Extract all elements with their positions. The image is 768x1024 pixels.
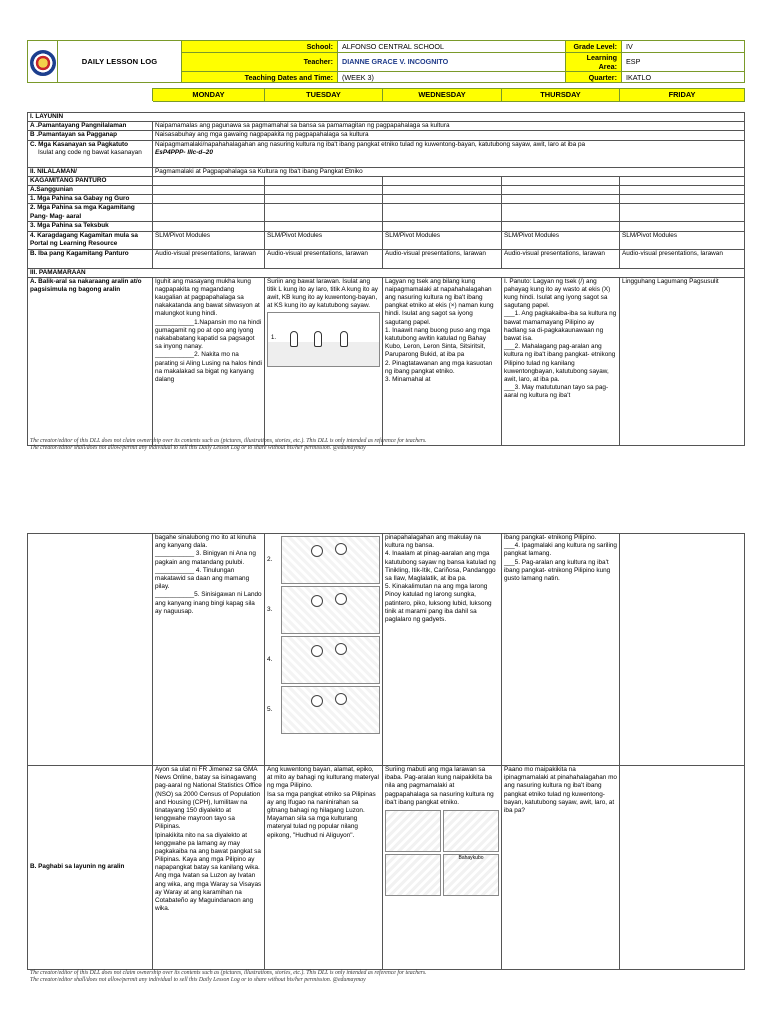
- rb-friday: Audio-visual presentations, larawan: [620, 249, 745, 268]
- header-table: [27, 40, 745, 83]
- tuesday-a-cell: [265, 277, 383, 445]
- singing-child-image: [281, 686, 380, 734]
- row-b-label: B .Pamantayan sa Pagganap: [28, 131, 153, 140]
- row-c-sub: Isulat ang code ng bawat kasanayan: [38, 148, 142, 156]
- picture-3: 3.: [267, 586, 380, 634]
- row-ra-label: A. Balik-aral sa nakaraang aralin at/o pagsisimula ng bagong aralin: [28, 277, 153, 445]
- picture-5: 5.: [267, 686, 380, 734]
- dancing-couple-image: [281, 536, 380, 584]
- row-kag-label: KAGAMITANG PANTURO: [28, 176, 153, 185]
- r4-friday: SLM/Pivot Modules: [620, 231, 745, 249]
- page-2: [0, 500, 768, 1024]
- row-r2-label: 2. Mga Pahina sa mga Kagamitang Pang- Mag- aaral: [28, 204, 153, 222]
- row-a-label: A .Pamantayang Pangnilalaman: [28, 122, 153, 131]
- wednesday-a-cont: pinapahalagahan ang makulay na kultura ng bansa. 4. Inaalam at pinag-aaralan ang mga katutubong sayaw ng bansa katulad ng Tinikling, Itik-Itik, Cariñosa, Pandanggo sa Ilaw, Maglalatik, at iba pa. 5. Kinakalimutan na ang mga larong Pinoy katulad ng larong sungka, patintero, piko, luksong lubid, luksong tinik at marami pang iba dahil sa paglalaro ng gadyets.: [383, 534, 502, 766]
- r4-tuesday: SLM/Pivot Modules: [265, 231, 383, 249]
- school-label: School:: [182, 41, 338, 53]
- row-b-text: Naisasabuhay ang mga gawaing nagpapakita ng pagpapahalaga sa kultura: [153, 131, 745, 140]
- continuation-table: [27, 533, 745, 970]
- row-r1-label: 1. Mga Pahina sa Gabay ng Guro: [28, 195, 153, 204]
- rb-wednesday: Audio-visual presentations, larawan: [383, 249, 502, 268]
- deped-seal: [28, 41, 58, 83]
- row-c-code: EsP4PPP- IIIc-d–20: [155, 148, 213, 156]
- footer-page2: [30, 970, 427, 984]
- row-sang-label: A.Sanggunian: [28, 185, 153, 194]
- quarter-value: IKATLO: [622, 71, 745, 83]
- day-tuesday: TUESDAY: [265, 89, 383, 102]
- dates-value: (WEEK 3): [338, 71, 566, 83]
- friday-a: Lingguhang Lagumang Pagsusulit: [620, 277, 745, 445]
- kids-playing-image: 1.: [267, 312, 380, 367]
- culture-picture-4: Bahaykubo: [443, 854, 499, 896]
- grade-label: Grade Level:: [566, 41, 622, 53]
- rb-thursday: Audio-visual presentations, larawan: [502, 249, 620, 268]
- monday-a: Iguhit ang masayang mukha kung nagpapakita ng magandang kaugalian at pagpapahalaga sa nakakatanda ang bawat sitwasyon at malungkot kung hindi. ___________1.Napansin mo na hindi gumagamit ng po at opo ang iyong nakababatang kapatid sa pagsagot sa inyong nanay. ___________2. Nakita mo na parating si Aling Lusing na halos hindi na makalakad sa bigat ng kanyang dalang: [153, 277, 265, 445]
- dates-label: Teaching Dates and Time:: [182, 71, 338, 83]
- footer-page1: [30, 438, 427, 452]
- r4-monday: SLM/Pivot Modules: [153, 231, 265, 249]
- grade-value: IV: [622, 41, 745, 53]
- r4-thursday: SLM/Pivot Modules: [502, 231, 620, 249]
- pamamaraan-heading: III. PAMAMARAAN: [28, 268, 745, 277]
- thursday-a-cont: ibang pangkat- etnikong Pilipino. ___4. Ipagmalaki ang kultura ng sariling pangkat lamang. ___5. Pag-aralan ang kultura ng iba't ibang pangkat- etnikong Pilipino kung gusto lamang natin.: [502, 534, 620, 766]
- day-monday: MONDAY: [153, 89, 265, 102]
- wednesday-b-cell: [383, 766, 502, 970]
- monday-b: Ayon sa ulat ni FR Jimenez sa GMA News Online, batay sa isinagawang pag-aaral ng National Statistics Office (NSO) sa 2000 Census of Population and Housing (CPH), lumilitaw na tinatayang 150 diyalekto at lenggwahe mayroon tayo sa Pilipinas. Ipinakikita nito na sa diyalekto at lenggwahe pa lamang ay may pagkakaiba na ang bawat pangkat sa Pilipinas. Kaya ang mga Pilipino ay napapangkat batay sa kanilang wika. Ang mga Ivatan sa Luzon ay Ivatan ang wika, ang mga Waray sa Visayas ay Waray at ang karamihan na Cotabateño ay Maguindanaon ang wika.: [153, 766, 265, 970]
- tuesday-pictures: [265, 534, 383, 766]
- day-friday: FRIDAY: [620, 89, 745, 102]
- area-label: Learning Area:: [566, 52, 622, 71]
- r4-wednesday: SLM/Pivot Modules: [383, 231, 502, 249]
- footer2-line1: The creator/editor of this DLL does not claim ownership over its contents such as (pictures, illustrations, stories, etc.). This DLL is only intended as reference for teachers.: [30, 970, 427, 976]
- row-c-label: C. Mga Kasanayan sa Pagkatuto: [30, 140, 129, 148]
- lesson-table: [27, 112, 745, 446]
- quarter-label: Quarter:: [566, 71, 622, 83]
- row-r3-label: 3. Mga Pahina sa Teksbuk: [28, 222, 153, 231]
- layunin-heading: I. LAYUNIN: [28, 113, 745, 122]
- row-c-text: Naipagmamalaki/napahahalagahan ang nasuring kultura ng iba't ibang pangkat etniko tulad ng kuwentong-bayan, katutubong sayaw, awit, laro at iba pa: [155, 140, 586, 148]
- wednesday-a: Lagyan ng tsek ang bilang kung naipagmamalaki at napahahalagahan ang nasuring kultura ng iba't ibang pangkat etniko at ekis (×) naman kung hindi. Isulat ang sagot sa iyong sagutang papel. 1. Inaawit nang buong puso ang mga katutubong awitin katulad ng Bahay Kubo, Leron, Leron Sinta, Sitsiritsit, Paruparong Bukid, at iba pa 2. Pinagtatawanan ang mga kasuotan ng ibang pangkat etniko. 3. Minamahal at: [383, 277, 502, 445]
- day-wednesday: WEDNESDAY: [383, 89, 502, 102]
- rb-monday: Audio-visual presentations, larawan: [153, 249, 265, 268]
- rb-tuesday: Audio-visual presentations, larawan: [265, 249, 383, 268]
- thursday-b: Paano mo maipakikita na ipinagmamalaki at pinahahalagahan mo ang nasuring kultura ng iba't ibang pangkat etniko tulad ng kuwentong-bayan, katutubong sayaw, awit, laro, at iba pa?: [502, 766, 620, 970]
- tuesday-b: Ang kuwentong bayan, alamat, epiko, at mito ay bahagi ng kulturang materyal ng mga Pilipino. Isa sa mga pangkat etniko sa Pilipinas ay ang Ifugao na naninirahan sa gitnang bahagi ng hilagang Luzon. Mayaman sila sa mga kulturang materyal tulad ng popular nilang epikong, "Hudhud ni Aliguyon".: [265, 766, 383, 970]
- row-c-cell: [28, 140, 153, 167]
- culture-pictures: [385, 810, 499, 896]
- monday-a-cont: bagahe sinalubong mo ito at kinuha ang kanyang dala. ___________ 3. Binigyan ni Ana ng pagkain ang matandang pulubi. ___________ 4. Tinulungan makatawid sa daan ang mamang pilay. ___________5. Sinisigawan ni Lando ang kanyang inang bingi kapag sila ay naguusap.: [153, 534, 265, 766]
- row-rb2-label: B. Paghabi sa layunin ng aralin: [28, 766, 153, 970]
- culture-picture-2: [443, 810, 499, 852]
- day-thursday: THURSDAY: [502, 89, 620, 102]
- seal-icon: [30, 50, 56, 76]
- footer-line1: The creator/editor of this DLL does not claim ownership over its contents such as (pictures, illustrations, stories, etc.). This DLL is only intended as reference for teachers.: [30, 438, 427, 444]
- teacher-value: DIANNE GRACE V. INCOGNITO: [338, 52, 566, 71]
- row-ii-label: II. NILALAMAN/: [28, 167, 153, 176]
- footer2-line2: The creator/editor shall/does not allow/permit any individual to sell this Daily Lesson Log or to share without his/her permission. @edumaymay: [30, 977, 366, 984]
- school-value: ALFONSO CENTRAL SCHOOL: [338, 41, 566, 53]
- row-c-content: [153, 140, 745, 167]
- row-rb-label: B. Iba pang Kagamitang Panturo: [28, 249, 153, 268]
- teacher-label: Teacher:: [182, 52, 338, 71]
- tuesday-a: Suriin ang bawat larawan. Isulat ang titik L kung ito ay laro, titik A kung ito ay awit, KB kung ito ay kuwentong-bayan, at KS kung ito ay katutubong sayaw.: [267, 277, 378, 310]
- culture-picture-3: [385, 854, 441, 896]
- page-1: [0, 0, 768, 500]
- area-value: ESP: [622, 52, 745, 71]
- row-r4-label: 4. Karagdagang Kagamitan mula sa Portal ng Learning Resource: [28, 231, 153, 249]
- wednesday-b: Suriing mabuti ang mga larawan sa ibaba. Pag-aralan kung naipakikita ba nila ang pagmamalaki at pagpapahalaga sa nasuring kultura ng iba't ibang pangkat etniko.: [385, 766, 494, 806]
- picture-2: 2.: [267, 536, 380, 584]
- thursday-a: I. Panuto: Lagyan ng tsek (/) ang pahayag kung ito ay wasto at ekis (X) kung hindi. Isulat ang iyong sagot sa sagutang papel. ___1. Ang pagkakaiba-iba sa kultura ng bawat mamamayang Pilipino ay hadlang sa di-pagkakaunawaan ng bawat isa. ___2. Mahalagang pag-aralan ang kultura ng iba't ibang pangkat- etnikong Pilipino tulad ng kanilang kuwentongbayan, katutubong sayaw, awit, laro, at iba pa. ___3. May matututunan tayo sa pag-aaral ng kultura ng iba't: [502, 277, 620, 445]
- footer-line2: The creator/editor shall/does not allow/permit any individual to sell this Daily Lesson Log or to share without his/her permission. @edumaymay: [30, 445, 366, 452]
- culture-picture-1: [385, 810, 441, 852]
- days-header: [27, 88, 745, 102]
- storybook-image: [281, 636, 380, 684]
- row-ii-text: Pagmamalaki at Pagpapahalaga sa Kultura ng Iba't ibang Pangkat Etniko: [153, 167, 745, 176]
- dancer-image: [281, 586, 380, 634]
- doc-title: DAILY LESSON LOG: [58, 41, 182, 83]
- row-a-text: Naipamamalas ang pagunawa sa pagmamahal sa bansa sa pamamagitan ng pagpapahalaga sa kultura: [153, 122, 745, 131]
- picture-4: 4.: [267, 636, 380, 684]
